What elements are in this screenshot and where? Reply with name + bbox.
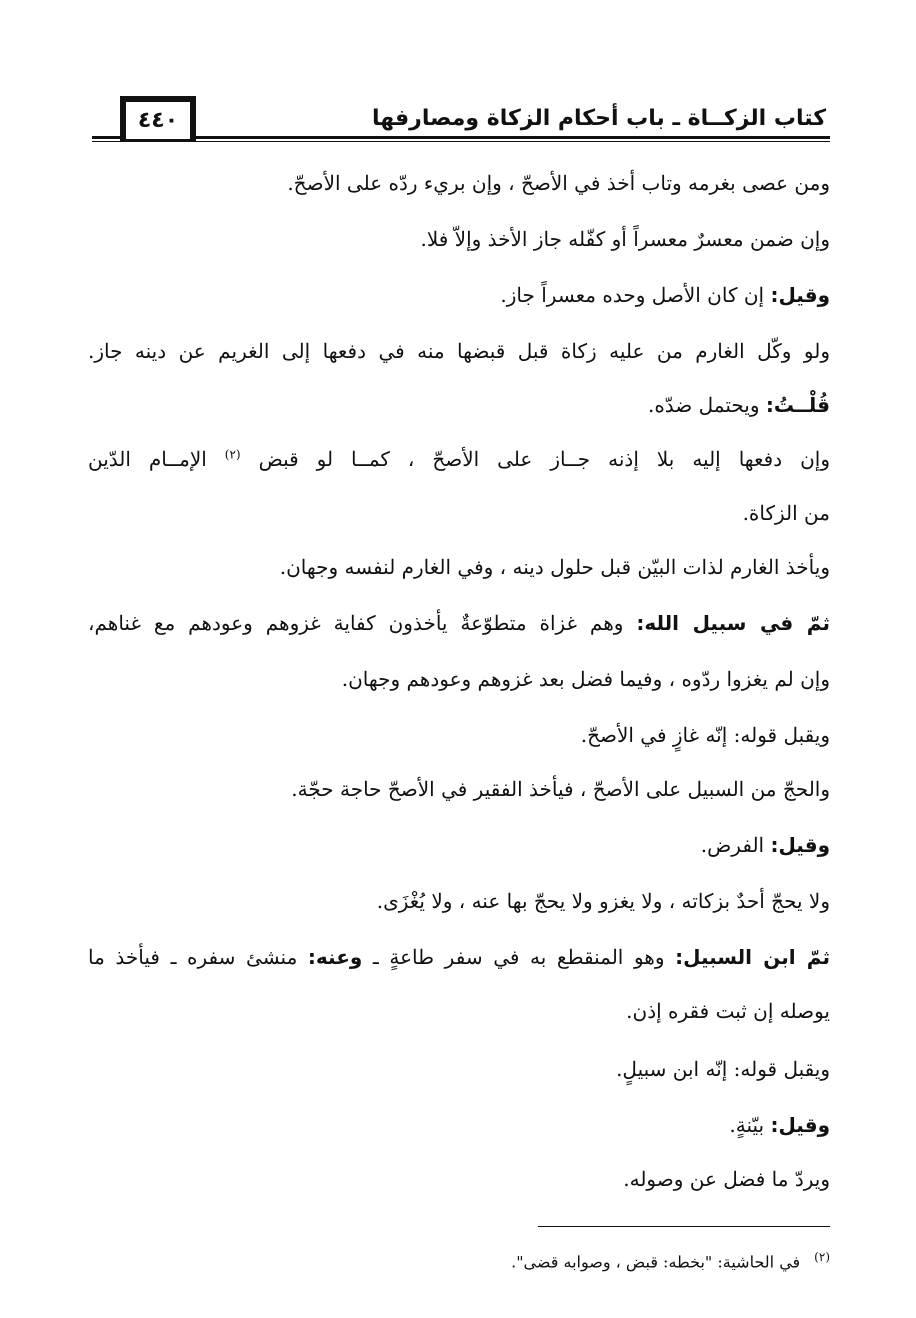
text-line: قُلْــتُ: ويحتمل ضدّه. xyxy=(647,393,830,417)
text-line: والحجّ من السبيل على الأصحّ ، فيأخذ الفقير في الأصحّ حاجة حجّة. xyxy=(291,777,830,801)
header-rule xyxy=(92,136,830,142)
footnote xyxy=(410,1244,830,1275)
text-line: ويردّ ما فضل عن وصوله. xyxy=(623,1167,830,1191)
footnote-separator xyxy=(538,1226,830,1227)
bold-label: ثمّ في سبيل الله: xyxy=(636,611,830,635)
text-line: ولا يحجّ أحدٌ بزكاته ، ولا يغزو ولا يحجّ بها عنه ، ولا يُغْزَى. xyxy=(376,889,830,913)
footnote-text: في الحاشية: "بخطه: قبض ، وصوابه قضى". xyxy=(511,1252,801,1272)
page-number: ٤٤٠ xyxy=(120,96,196,142)
text-line: ومن عصى بغرمه وتاب أخذ في الأصحّ ، وإن بريء ردّه على الأصحّ. xyxy=(287,171,830,195)
text-line: وإن دفعها إليه بلا إذنه جــاز على الأصحّ ، كمــا لو قبض $^{(٢)}$ الإمــام الدّين xyxy=(88,447,831,471)
bold-label: قُلْــتُ: xyxy=(765,393,830,417)
text-line: ثمّ في سبيل الله: وهم غزاة متطوّعةٌ يأخذون كفاية غزوهم وعودهم مع غناهم، xyxy=(88,611,830,635)
text-line: وقيل: الفرض. xyxy=(700,833,830,857)
bold-label: وعنه: xyxy=(307,945,363,969)
footnote-number: (٢) xyxy=(814,1250,830,1264)
text-line: ويقبل قوله: إنّه غازٍ في الأصحّ. xyxy=(580,723,830,747)
page-header xyxy=(92,96,830,152)
text-line: ثمّ ابن السبيل: وهو المنقطع به في سفر طاعةٍ ـ وعنه: منشئ سفره ـ فيأخذ ما xyxy=(88,945,830,969)
text-line: وقيل: بيّنةٍ. xyxy=(729,1113,830,1137)
text-line: من الزكاة. xyxy=(742,501,830,525)
bold-label: وقيل: xyxy=(770,833,830,857)
text-line: ويأخذ الغارم لذات البيّن قبل حلول دينه ، وفي الغارم لنفسه وجهان. xyxy=(279,555,830,579)
text-line: يوصله إن ثبت فقره إذن. xyxy=(626,999,830,1023)
text-line: ويقبل قوله: إنّه ابن سبيلٍ. xyxy=(616,1057,830,1081)
bold-label: ثمّ ابن السبيل: xyxy=(675,945,830,969)
bold-label: وقيل: xyxy=(770,1113,830,1137)
text-line: وقيل: إن كان الأصل وحده معسراً جاز. xyxy=(500,283,830,307)
footnote-ref: (٢) xyxy=(224,447,241,462)
text-line: وإن ضمن معسرٌ معسراً أو كفّله جاز الأخذ وإلاّ فلا. xyxy=(420,227,830,251)
bold-label: وقيل: xyxy=(770,283,830,307)
text-line: وإن لم يغزوا ردّوه ، وفيما فضل بعد غزوهم وعودهم وجهان. xyxy=(341,667,830,691)
running-title: كتاب الزكــاة ـ باب أحكام الزكاة ومصارفها xyxy=(368,104,830,134)
text-line: ولو وكّل الغارم من عليه زكاة قبل قبضها منه في دفعها إلى الغريم عن دينه جاز. xyxy=(88,339,830,363)
